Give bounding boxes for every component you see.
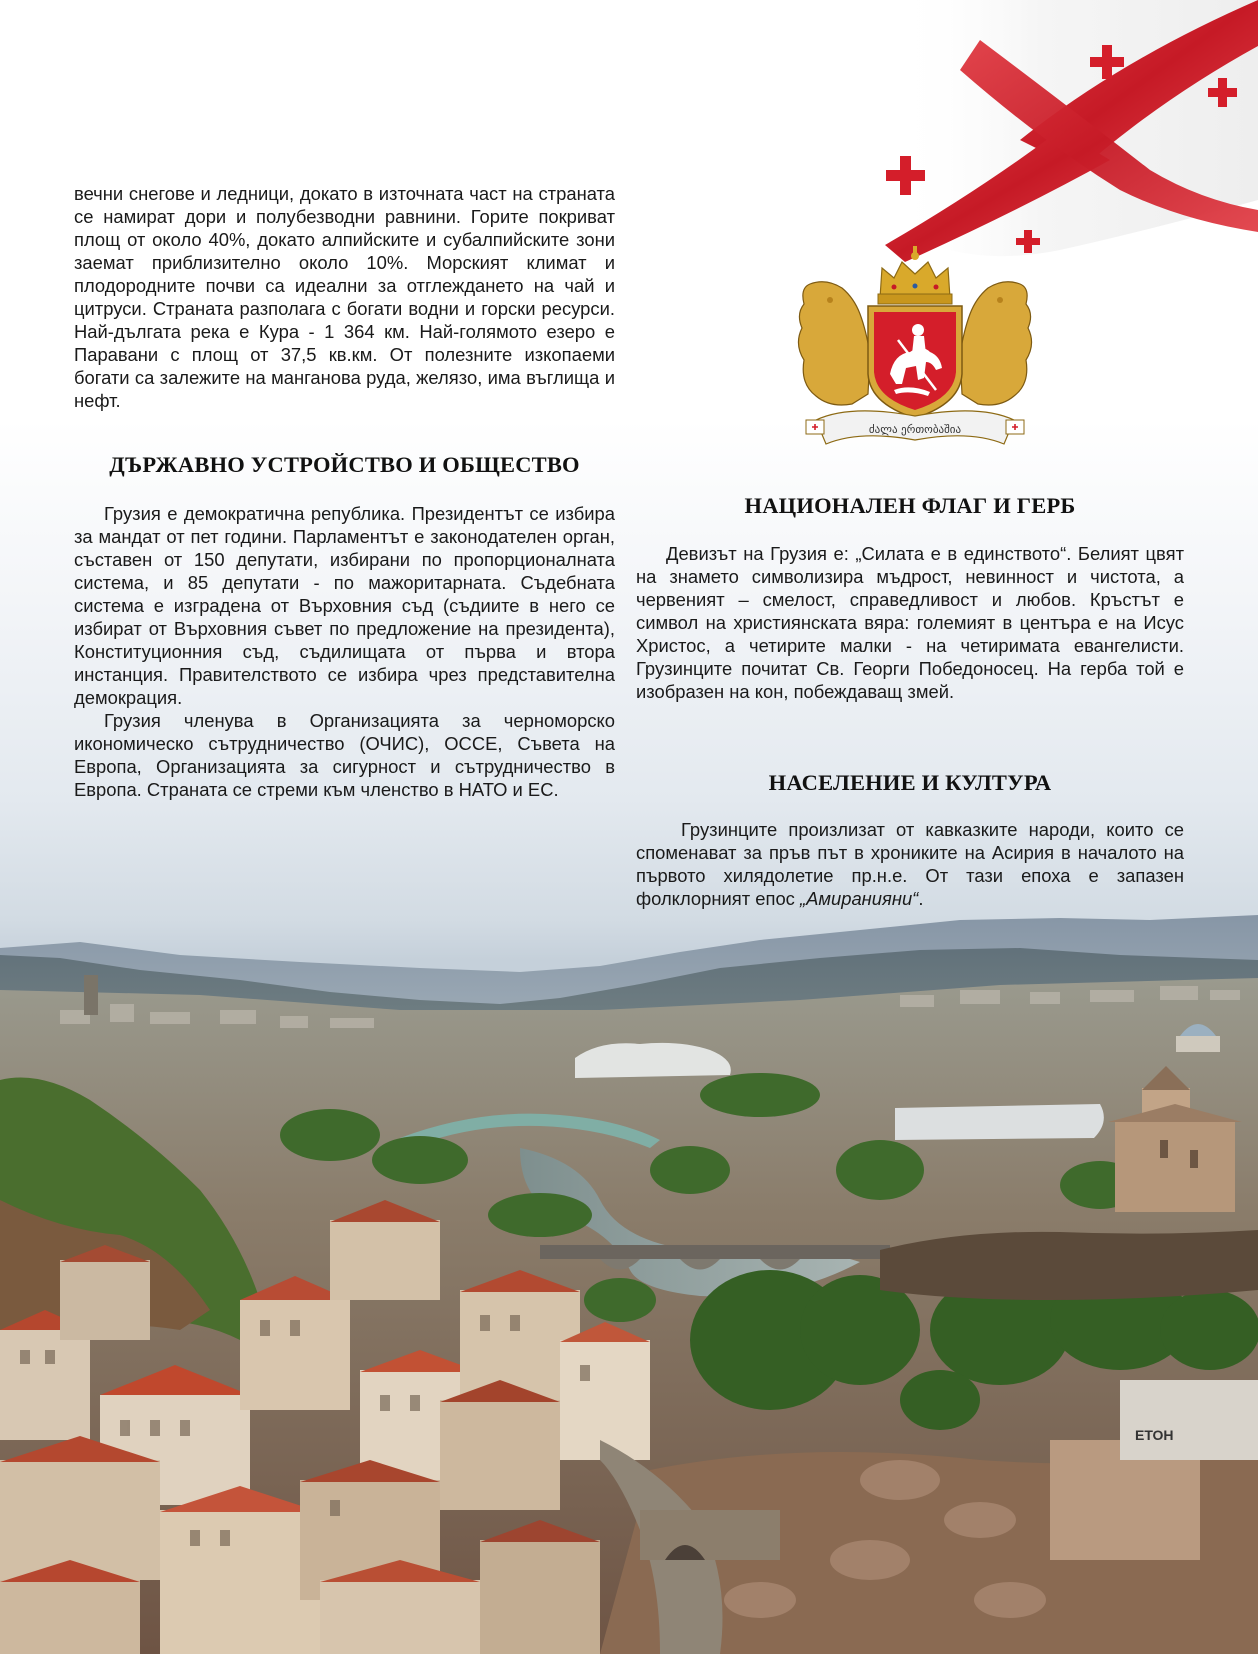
- coat-of-arms: [790, 244, 1040, 450]
- population-section-body: [636, 818, 1184, 910]
- flag-paragraph: Девизът на Грузия е: „Силата е в единството“. Белият цвят на знамето символизира мъдрост, невинност и чистота, а червеният – смелост, справедливост и любов. Кръстът е символ на християнската вяра: големият в центъра е на Исус Христос, а четирите малки - на четиримата евангелисти. Грузинците почитат Св. Георги Победоносец. На герба той е изобразен на кон, побеждаващ змей.: [636, 543, 1184, 702]
- population-paragraph: [636, 818, 1184, 910]
- population-paragraph-lead: Грузинците произлизат от кавказките народи, които се споменават за пръв път в хрониките на Асирия в началото на първото хилядолетие пр.н.е. От тази епоха е запазен фолклорният епос: [636, 819, 1184, 909]
- coat-motto: ძალა ერთობაშია: [868, 423, 962, 436]
- intro-text-block: [74, 182, 615, 412]
- state-section-heading: ДЪРЖАВНО УСТРОЙСТВО И ОБЩЕСТВО: [109, 452, 580, 477]
- population-section-heading: НАСЕЛЕНИЕ И КУЛТУРА: [768, 770, 1052, 795]
- epic-name: „Амиранияни“: [799, 888, 919, 909]
- building-sign: ЕТОН: [1135, 1427, 1174, 1443]
- population-paragraph-end: .: [918, 888, 924, 909]
- state-paragraph-2: Грузия членува в Организацията за черноморско икономическо сътрудничество (ОЧИС), ОССЕ, Съвета на Европа, Организацията за сигурност и сътрудничество в Европа. Страната се стреми към членство в НАТО и ЕС.: [74, 710, 615, 800]
- flag-section-heading: НАЦИОНАЛЕН ФЛАГ И ГЕРБ: [744, 493, 1076, 518]
- flag-section-body: [636, 542, 1184, 703]
- intro-paragraph: вечни снегове и ледници, докато в източната част на страната се намират дори и полубезводни равнини. Горите покриват площ от около 40%, докато алпийските и субалпийските зони заемат приблизително около 10%. Морският климат и плодородните почви са идеални за отглеждането на чай и цитруси. Страната разполага с богати водни и горски ресурси. Най-дългата река е Кура - 1 364 км. Най-голямото езеро е Паравани с площ от 37,5 кв.км. От полезните изкопаеми богати са залежите на манганова руда, желязо, има въглища и нефт.: [74, 183, 615, 411]
- state-paragraph-1: Грузия е демократична република. Президентът се избира за мандат от пет години. Парламентът е законодателен орган, съставен от 150 депутати, избирани по пропорционалната система, и 85 депутати - по мажоритарната. Съдебната система е изградена от Върховния съд (съдиите в него се избират от Върховния съвет по предложение на президента), Конституционния съд, съдилищата от първа и втора инстанция. Правителството се избира чрез представителна демокрация.: [74, 503, 615, 708]
- crown-icon: [878, 246, 952, 304]
- state-section-body: [74, 502, 615, 801]
